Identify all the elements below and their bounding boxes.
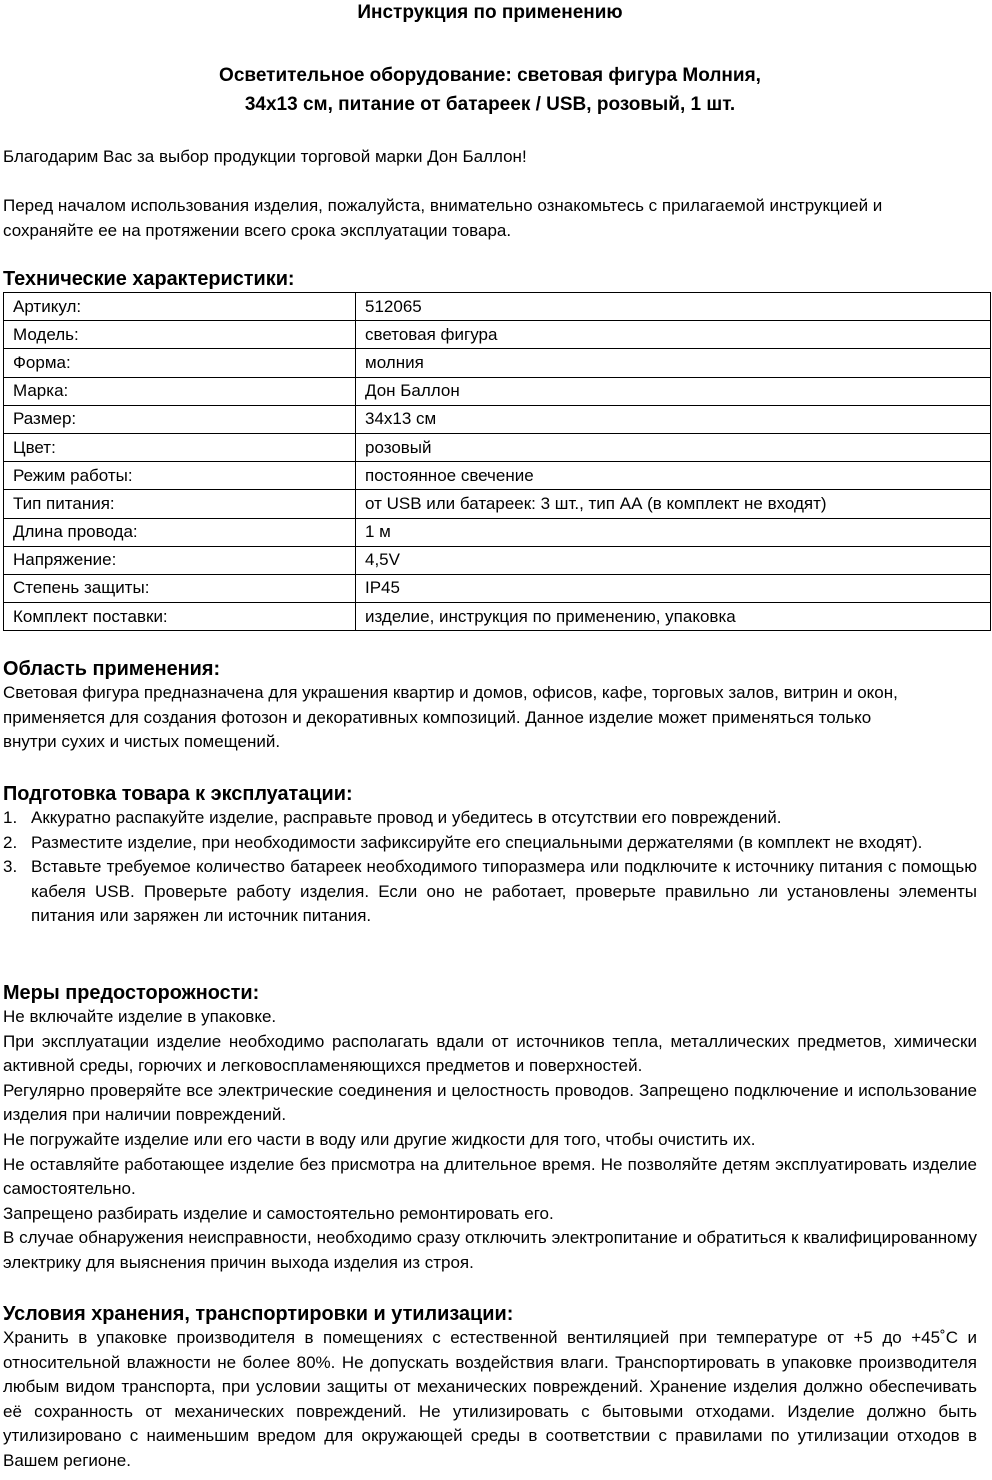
precaution-item: Регулярно проверяйте все электрические соединения и целостность проводов. Запрещено подключение и использование изделия при наличии повреждений. [3,1080,977,1125]
spec-key: Размер: [4,405,356,433]
table-row [4,546,991,574]
precaution-item: Не включайте изделие в упаковке. [3,1007,277,1026]
spec-key: Напряжение: [4,546,356,574]
spec-key: Режим работы: [4,462,356,490]
spec-key: Артикул: [4,293,356,321]
table-row [4,433,991,461]
spec-value: 1 м [356,518,991,546]
spec-key: Форма: [4,349,356,377]
table-row [4,462,991,490]
table-row [4,518,991,546]
preparation-heading: Подготовка товара к эксплуатации: [3,783,353,805]
storage-text: Хранить в упаковке производителя в помещениях с естественной вентиляцией при температуре от +5 до +45˚С и относительной влажности не более 80%. Не допускать воздействия влаги. Транспортировать в упаковке производителя любым видом транспорта, при условии защиты от механических повреждений. Хранение изделия должно обеспечивать её сохранность от механических повреждений. Не утилизировать с бытовыми отходами. Изделие должно быть утилизировано с наименьшим вредом для окружающей среды в соответствии с правилами по утилизации отходов в Вашем регионе. [3,1328,977,1470]
read-instructions-line-1: Перед началом использования изделия, пожалуйста, внимательно ознакомьтесь с прилагаемой инструкцией и [3,196,883,215]
spec-value: 34х13 см [356,405,991,433]
product-title [0,61,980,119]
list-item [3,806,977,831]
usage-line-3: внутри сухих и чистых помещений. [3,732,281,752]
storage-heading: Условия хранения, транспортировки и утилизации: [3,1303,514,1325]
storage-section [3,1326,977,1474]
table-row [4,293,991,321]
spec-key: Длина провода: [4,518,356,546]
preparation-steps [3,806,977,929]
spec-key: Цвет: [4,433,356,461]
usage-line-2: применяется для создания фотозон и декоративных композиций. Данное изделие может применяться только [3,707,872,727]
table-row [4,574,991,602]
list-item [3,855,977,929]
table-row [4,349,991,377]
step-text: Разместите изделие, при необходимости зафиксируйте его специальными держателями (в комплект не входят). [31,832,923,852]
table-row [4,321,991,349]
product-title-line-2: 34х13 см, питание от батареек / USB, розовый, 1 шт. [244,94,736,115]
product-title-line-1: Осветительное оборудование: световая фигура Молния, [219,65,761,86]
spec-value: IP45 [356,574,991,602]
spec-key: Марка: [4,377,356,405]
spec-value: молния [356,349,991,377]
precautions-heading: Меры предосторожности: [3,982,260,1004]
list-item [3,831,977,856]
table-row [4,377,991,405]
spec-key: Комплект поставки: [4,603,356,631]
document-title: Инструкция по применению [357,2,623,23]
usage-line-1: Световая фигура предназначена для украшения квартир и домов, офисов, кафе, торговых залов, витрин и окон, [3,683,898,702]
spec-value: изделие, инструкция по применению, упаковка [356,603,991,631]
precaution-item: Не погружайте изделие или его части в воду или другие жидкости для того, чтобы очистить их. [3,1129,756,1149]
spec-value: розовый [356,433,991,461]
usage-heading: Область применения: [3,658,221,680]
spec-key: Модель: [4,321,356,349]
spec-value: световая фигура [356,321,991,349]
spec-value: Дон Баллон [356,377,991,405]
precaution-item: Не оставляйте работающее изделие без присмотра на длительное время. Не позволяйте детям эксплуатировать изделие самостоятельно. [3,1154,977,1199]
spec-key: Степень защиты: [4,574,356,602]
read-instructions-note [3,194,977,243]
step-number: 2. [3,832,18,852]
specs-heading: Технические характеристики: [3,268,295,290]
precaution-item: В случае обнаружения неисправности, необходимо сразу отключить электропитание и обратиться к квалифицированному электрику для выяснения причин выхода изделия из строя. [3,1228,977,1272]
spec-value: постоянное свечение [356,462,991,490]
step-number: 3. [3,857,18,877]
step-text: Вставьте требуемое количество батареек необходимого типоразмера или подключите к источнику питания с помощью кабеля USB. Проверьте работу изделия. Если оно не работает, проверьте правильно ли установлены элементы питания или заряжен ли источник питания. [31,857,977,926]
precautions-list [3,1005,977,1276]
spec-value: 4,5V [356,546,991,574]
step-number: 1. [3,808,18,827]
table-row [4,603,991,631]
table-row [4,490,991,518]
step-text: Аккуратно распакуйте изделие, расправьте провод и убедитесь в отсутствии его повреждений. [31,808,782,827]
specs-table [3,292,991,631]
precaution-item: Запрещено разбирать изделие и самостоятельно ремонтировать его. [3,1203,554,1223]
read-instructions-line-2: сохраняйте ее на протяжении всего срока эксплуатации товара. [3,220,512,240]
thanks-text: Благодарим Вас за выбор продукции торговой марки Дон Баллон! [3,147,527,166]
table-row [4,405,991,433]
spec-value: от USB или батареек: 3 шт., тип АА (в комплект не входят) [356,490,991,518]
spec-value: 512065 [356,293,991,321]
usage-text [3,681,977,755]
precaution-item: При эксплуатации изделие необходимо располагать вдали от источников тепла, металлических предметов, химически активной среды, горючих и легковоспламеняющихся предметов и поверхностей. [3,1031,977,1076]
spec-key: Тип питания: [4,490,356,518]
